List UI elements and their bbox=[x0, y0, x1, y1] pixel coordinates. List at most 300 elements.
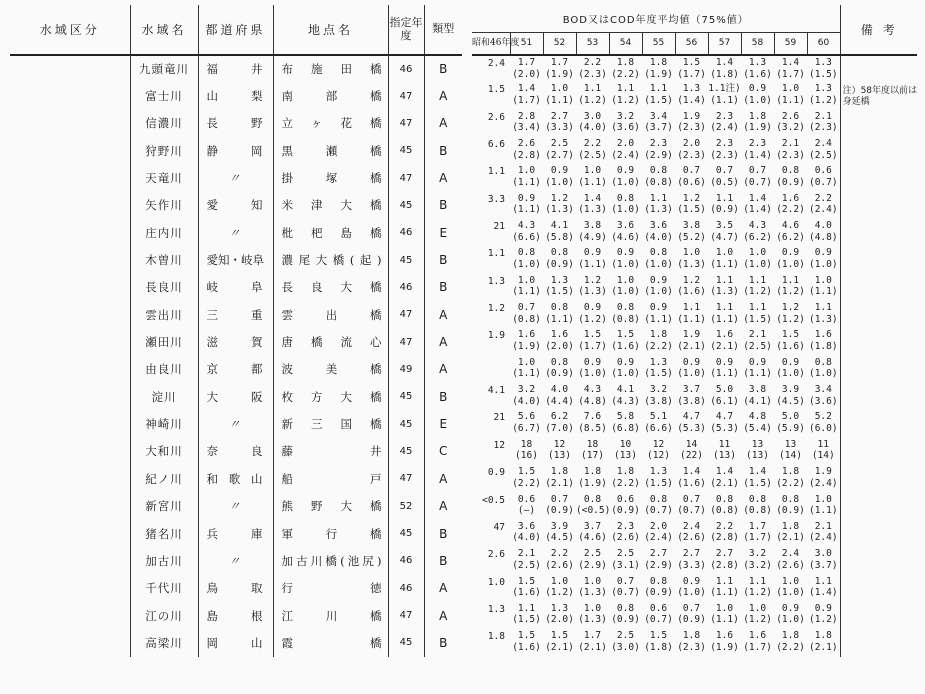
annual-mean: 2.2 bbox=[583, 57, 602, 68]
value-cell bbox=[807, 301, 840, 328]
value-cell bbox=[741, 82, 774, 109]
header-year-60: 60 bbox=[807, 32, 840, 55]
annual-mean: 4.3 bbox=[517, 220, 536, 232]
value-cell bbox=[675, 82, 708, 109]
percentile-75: (1.5) bbox=[644, 477, 673, 489]
annual-mean: 1.8 bbox=[814, 630, 832, 642]
designation-year: 47 bbox=[388, 602, 424, 629]
table-row bbox=[10, 137, 462, 164]
annual-mean: 7.6 bbox=[583, 411, 602, 423]
value-cell bbox=[609, 246, 642, 273]
annual-mean: 3.6 bbox=[517, 520, 536, 532]
value-cell bbox=[741, 192, 774, 219]
value-cell bbox=[642, 520, 675, 547]
water-area-table bbox=[10, 5, 462, 657]
annual-mean: 0.8 bbox=[748, 493, 767, 505]
value-cell bbox=[576, 219, 609, 246]
percentile-75: (0.7) bbox=[644, 614, 673, 626]
value-cell bbox=[807, 356, 840, 383]
river-name: 淀川 bbox=[130, 383, 198, 410]
percentile-75: (6.8) bbox=[611, 422, 640, 434]
value-cell bbox=[675, 575, 708, 602]
value-cell bbox=[642, 82, 675, 109]
prefecture: 〃 bbox=[198, 219, 273, 246]
annual-mean: 1.4 bbox=[682, 466, 701, 478]
percentile-75: (2.6) bbox=[611, 532, 640, 544]
annual-mean: 1.0 bbox=[682, 247, 701, 259]
table-row bbox=[10, 164, 462, 191]
annual-mean: 1.0 bbox=[781, 83, 800, 95]
percentile-75: (2.6) bbox=[776, 559, 805, 571]
value-cell bbox=[510, 575, 543, 602]
area-cell bbox=[10, 274, 130, 301]
annual-mean: 5.2 bbox=[814, 411, 832, 423]
percentile-75: (5.3) bbox=[677, 422, 706, 434]
header-year-55: 55 bbox=[642, 32, 675, 55]
annual-mean: 1.1 bbox=[781, 274, 800, 286]
percentile-75: (3.3) bbox=[677, 559, 706, 571]
header-year-52: 52 bbox=[543, 32, 576, 55]
prefecture: 〃 bbox=[198, 164, 273, 191]
percentile-75: (13) bbox=[746, 450, 769, 462]
percentile-75: (1.1) bbox=[644, 313, 673, 325]
value-cell bbox=[510, 438, 543, 465]
percentile-75: (1.3) bbox=[578, 286, 607, 298]
table-row bbox=[10, 520, 462, 547]
value-cell bbox=[642, 383, 675, 410]
annual-mean: 4.6 bbox=[781, 220, 800, 232]
value-cell bbox=[576, 274, 609, 301]
table-row bbox=[10, 55, 462, 82]
point-name: 枚方大橋 bbox=[273, 383, 388, 410]
percentile-75: (0.8) bbox=[611, 313, 640, 325]
annual-mean: 0.9 bbox=[781, 602, 800, 614]
annual-mean: 1.9 bbox=[682, 110, 701, 122]
value-s46: 1.8 bbox=[487, 631, 505, 643]
annual-mean: 3.4 bbox=[814, 384, 832, 396]
point-name: 長良大橋 bbox=[273, 274, 388, 301]
annual-mean: 1.0 bbox=[781, 575, 800, 587]
percentile-75: (2.4) bbox=[808, 477, 838, 489]
value-cell bbox=[642, 629, 675, 656]
annual-mean: 1.5 bbox=[682, 57, 701, 68]
percentile-75: (2.8) bbox=[710, 532, 739, 544]
value-cell bbox=[774, 465, 807, 492]
percentile-75: (1.2) bbox=[808, 614, 838, 626]
value-cell bbox=[774, 274, 807, 301]
value-cell bbox=[807, 82, 840, 109]
annual-mean: 14 bbox=[685, 438, 698, 450]
annual-mean: 0.7 bbox=[682, 602, 701, 614]
annual-mean: 0.8 bbox=[649, 493, 668, 505]
value-cell bbox=[543, 356, 576, 383]
value-cell bbox=[741, 356, 774, 383]
designation-year: 47 bbox=[388, 328, 424, 355]
area-cell bbox=[10, 192, 130, 219]
value-cell bbox=[609, 383, 642, 410]
percentile-75: (1.9) bbox=[545, 68, 574, 80]
percentile-75: (2.2) bbox=[512, 477, 541, 489]
value-cell bbox=[741, 301, 774, 328]
area-cell bbox=[10, 383, 130, 410]
percentile-75: (14) bbox=[811, 450, 835, 462]
annual-mean: 1.1 bbox=[616, 83, 635, 95]
percentile-75: (0.8) bbox=[743, 505, 772, 516]
area-cell bbox=[10, 602, 130, 629]
percentile-75: (0.9) bbox=[644, 587, 673, 599]
percentile-75: (1.2) bbox=[743, 286, 772, 298]
percentile-75: (0.7) bbox=[808, 176, 838, 188]
value-cell bbox=[609, 192, 642, 219]
value-cell bbox=[576, 301, 609, 328]
annual-mean: 2.1 bbox=[748, 329, 767, 341]
table-row bbox=[10, 602, 462, 629]
annual-mean: 1.0 bbox=[616, 274, 635, 286]
value-cell bbox=[708, 219, 741, 246]
table-row bbox=[10, 274, 462, 301]
designation-year: 52 bbox=[388, 493, 424, 520]
annual-mean: 0.8 bbox=[616, 602, 635, 614]
percentile-75: (1.0) bbox=[611, 204, 640, 216]
percentile-75: (12) bbox=[647, 450, 670, 462]
annual-mean: 2.1 bbox=[814, 520, 832, 532]
percentile-75: (3.0) bbox=[611, 641, 640, 653]
value-cell bbox=[675, 274, 708, 301]
annual-mean: 4.7 bbox=[682, 411, 701, 423]
percentile-75: (2.5) bbox=[578, 149, 607, 161]
value-s46: 1.1 bbox=[487, 248, 505, 260]
percentile-75: (1.1) bbox=[710, 587, 739, 599]
value-cell bbox=[576, 110, 609, 137]
percentile-75: (1.1) bbox=[512, 286, 541, 298]
percentile-75: (1.0) bbox=[677, 587, 706, 599]
value-cell bbox=[576, 356, 609, 383]
percentile-75: (1.6) bbox=[512, 587, 541, 599]
percentile-75: (2.8) bbox=[710, 559, 739, 571]
annual-mean: 5.8 bbox=[616, 411, 635, 423]
value-cell bbox=[774, 219, 807, 246]
river-name: 天竜川 bbox=[130, 164, 198, 191]
river-name: 高梁川 bbox=[130, 629, 198, 656]
percentile-75: (0.7) bbox=[677, 505, 706, 516]
value-cell bbox=[708, 82, 741, 109]
value-cell bbox=[741, 410, 774, 437]
percentile-75: (1.7) bbox=[512, 94, 541, 106]
table-row bbox=[10, 383, 462, 410]
value-cell bbox=[609, 465, 642, 492]
percentile-75: (4.0) bbox=[512, 532, 541, 544]
prefecture: 〃 bbox=[198, 410, 273, 437]
percentile-75: (2.0) bbox=[545, 614, 574, 626]
annual-mean: 0.9 bbox=[616, 356, 635, 368]
percentile-75: (1.3) bbox=[545, 204, 574, 216]
value-cell bbox=[543, 301, 576, 328]
value-cell bbox=[675, 192, 708, 219]
designation-year: 45 bbox=[388, 520, 424, 547]
percentile-75: (2.2) bbox=[644, 340, 673, 352]
designation-year: 46 bbox=[388, 274, 424, 301]
annual-mean: 0.7 bbox=[748, 165, 767, 177]
area-cell bbox=[10, 110, 130, 137]
area-cell bbox=[10, 301, 130, 328]
percentile-75: (0.9) bbox=[545, 505, 574, 516]
percentile-75: (2.4) bbox=[611, 149, 640, 161]
value-cell bbox=[510, 493, 543, 520]
value-cell bbox=[708, 356, 741, 383]
annual-mean: 1.8 bbox=[748, 110, 767, 122]
value-cell bbox=[510, 110, 543, 137]
percentile-75: (7.0) bbox=[545, 422, 574, 434]
percentile-75: (2.1) bbox=[677, 340, 706, 352]
value-cell bbox=[675, 328, 708, 355]
annual-mean: 0.8 bbox=[550, 356, 569, 368]
annual-mean: 2.0 bbox=[682, 138, 701, 150]
annual-mean: 1.6 bbox=[517, 329, 536, 341]
percentile-75: (2.1) bbox=[710, 340, 739, 352]
percentile-75: (2.1) bbox=[545, 641, 574, 653]
value-cell bbox=[609, 520, 642, 547]
point-name: 雲出橋 bbox=[273, 301, 388, 328]
value-cell bbox=[741, 465, 774, 492]
annual-mean: 2.5 bbox=[550, 138, 569, 150]
annual-mean: 3.4 bbox=[649, 110, 668, 122]
point-name: 南部橋 bbox=[273, 82, 388, 109]
value-cell bbox=[576, 575, 609, 602]
annual-mean: 1.1 bbox=[748, 302, 767, 314]
value-cell bbox=[543, 602, 576, 629]
prefecture: 鳥取 bbox=[198, 575, 273, 602]
value-cell bbox=[642, 438, 675, 465]
left-header-row bbox=[10, 5, 462, 55]
area-cell bbox=[10, 219, 130, 246]
annual-mean: 1.5 bbox=[517, 575, 536, 587]
annual-mean: 2.4 bbox=[781, 548, 800, 560]
value-cell bbox=[741, 246, 774, 273]
value-cell bbox=[675, 356, 708, 383]
percentile-75: (6.2) bbox=[743, 231, 772, 243]
value-cell bbox=[510, 137, 543, 164]
prefecture: 〃 bbox=[198, 493, 273, 520]
annual-mean: 1.9 bbox=[682, 329, 701, 341]
point-name: 米津大橋 bbox=[273, 192, 388, 219]
annual-mean: 3.2 bbox=[616, 110, 635, 122]
annual-mean: 2.4 bbox=[814, 138, 832, 150]
percentile-75: (1.4) bbox=[677, 94, 706, 106]
value-cell bbox=[774, 164, 807, 191]
water-type: B bbox=[424, 629, 462, 656]
annual-mean: 12 bbox=[652, 438, 665, 450]
percentile-75: (<0.5) bbox=[576, 505, 611, 516]
point-name: 布施田橋 bbox=[273, 55, 388, 82]
percentile-75: (1.2) bbox=[578, 94, 607, 106]
percentile-75: (1.3) bbox=[578, 614, 607, 626]
annual-mean: 1.3 bbox=[649, 356, 668, 368]
percentile-75: (1.2) bbox=[545, 587, 574, 599]
value-cell bbox=[807, 219, 840, 246]
annual-mean: 2.6 bbox=[781, 110, 800, 122]
annual-mean: 3.9 bbox=[550, 520, 569, 532]
annual-mean: 2.5 bbox=[616, 630, 635, 642]
area-cell bbox=[10, 55, 130, 82]
annual-mean: 6.2 bbox=[550, 411, 569, 423]
annual-mean: 12 bbox=[553, 438, 566, 450]
annual-mean: 0.9 bbox=[517, 192, 536, 204]
river-name: 瀬田川 bbox=[130, 328, 198, 355]
header-year-s46: 昭和46年度 bbox=[472, 32, 510, 55]
area-cell bbox=[10, 410, 130, 437]
percentile-75: (1.8) bbox=[644, 641, 673, 653]
annual-mean: 0.9 bbox=[550, 165, 569, 177]
annual-mean: 0.7 bbox=[682, 165, 701, 177]
value-cell bbox=[741, 274, 774, 301]
bod-cod-table bbox=[472, 5, 917, 657]
annual-mean: 1.1注) bbox=[708, 83, 741, 95]
annual-mean: 1.0 bbox=[583, 602, 602, 614]
prefecture: 岡山 bbox=[198, 629, 273, 656]
area-cell bbox=[10, 356, 130, 383]
value-cell bbox=[510, 383, 543, 410]
point-name: 枇杷島橋 bbox=[273, 219, 388, 246]
percentile-75: (4.0) bbox=[512, 395, 541, 407]
value-cell bbox=[741, 164, 774, 191]
percentile-75: (6.6) bbox=[512, 231, 541, 243]
percentile-75: (1.1) bbox=[545, 313, 574, 325]
designation-year: 45 bbox=[388, 629, 424, 656]
value-cell bbox=[576, 602, 609, 629]
value-cell bbox=[675, 602, 708, 629]
annual-mean: 1.1 bbox=[583, 83, 602, 95]
percentile-75: (2.1) bbox=[776, 532, 805, 544]
value-cell bbox=[807, 383, 840, 410]
value-cell bbox=[675, 219, 708, 246]
annual-mean: 3.0 bbox=[814, 548, 832, 560]
value-s46: 47 bbox=[493, 521, 505, 533]
percentile-75: (2.7) bbox=[545, 149, 574, 161]
area-cell bbox=[10, 520, 130, 547]
percentile-75: (1.0) bbox=[808, 258, 838, 270]
point-name: 新三国橋 bbox=[273, 410, 388, 437]
water-type: B bbox=[424, 547, 462, 574]
water-type: C bbox=[424, 438, 462, 465]
percentile-75: (4.6) bbox=[611, 231, 640, 243]
percentile-75: (1.7) bbox=[743, 641, 772, 653]
water-type: A bbox=[424, 356, 462, 383]
value-cell bbox=[543, 410, 576, 437]
water-type: B bbox=[424, 137, 462, 164]
river-name: 木曽川 bbox=[130, 246, 198, 273]
designation-year: 45 bbox=[388, 246, 424, 273]
annual-mean: 11 bbox=[718, 438, 731, 450]
annual-mean: 1.0 bbox=[715, 247, 734, 259]
annual-mean: 3.7 bbox=[682, 384, 701, 396]
annual-mean: 0.9 bbox=[781, 247, 800, 259]
value-cell bbox=[609, 547, 642, 574]
water-type: A bbox=[424, 110, 462, 137]
annual-mean: 1.0 bbox=[583, 165, 602, 177]
percentile-75: (1.1) bbox=[710, 313, 739, 325]
annual-mean: 1.3 bbox=[649, 466, 668, 478]
percentile-75: (3.6) bbox=[611, 122, 640, 134]
percentile-75: (1.1) bbox=[776, 94, 805, 106]
percentile-75: (0.9) bbox=[776, 176, 805, 188]
value-cell bbox=[543, 274, 576, 301]
annual-mean: 0.9 bbox=[583, 356, 602, 368]
value-cell bbox=[642, 328, 675, 355]
annual-mean: 3.6 bbox=[649, 220, 668, 232]
value-cell bbox=[609, 110, 642, 137]
annual-mean: 1.6 bbox=[715, 329, 734, 341]
value-cell bbox=[774, 301, 807, 328]
prefecture: 兵庫 bbox=[198, 520, 273, 547]
percentile-75: (2.9) bbox=[578, 559, 607, 571]
percentile-75: (0.8) bbox=[710, 505, 739, 516]
header-prefecture: 都道府県 bbox=[198, 5, 273, 55]
value-cell bbox=[510, 328, 543, 355]
percentile-75: (6.2) bbox=[776, 231, 805, 243]
value-cell bbox=[708, 465, 741, 492]
annual-mean: 1.5 bbox=[517, 630, 536, 642]
percentile-75: (1.1) bbox=[808, 505, 838, 516]
value-cell bbox=[708, 137, 741, 164]
value-cell bbox=[576, 465, 609, 492]
table-row bbox=[10, 110, 462, 137]
table-row bbox=[10, 246, 462, 273]
percentile-75: (4.8) bbox=[808, 231, 838, 243]
river-name: 長良川 bbox=[130, 274, 198, 301]
value-cell bbox=[543, 55, 576, 82]
prefecture: 静岡 bbox=[198, 137, 273, 164]
value-cell bbox=[774, 629, 807, 656]
percentile-75: (1.1) bbox=[808, 286, 838, 298]
percentile-75: (2.4) bbox=[710, 122, 739, 134]
value-cell bbox=[708, 55, 741, 82]
value-cell bbox=[741, 602, 774, 629]
value-cell bbox=[576, 410, 609, 437]
percentile-75: (1.0) bbox=[776, 258, 805, 270]
designation-year: 45 bbox=[388, 410, 424, 437]
value-cell bbox=[675, 465, 708, 492]
annual-mean: 1.3 bbox=[550, 274, 569, 286]
river-name: 由良川 bbox=[130, 356, 198, 383]
point-name: 霞橋 bbox=[273, 629, 388, 656]
header-designation-year: 指定年度 bbox=[388, 5, 424, 55]
annual-mean: 0.8 bbox=[550, 247, 569, 259]
header-area-category: 水域区分 bbox=[10, 5, 130, 55]
value-cell bbox=[807, 328, 840, 355]
annual-mean: 1.8 bbox=[550, 466, 569, 478]
value-cell bbox=[576, 82, 609, 109]
value-cell bbox=[675, 164, 708, 191]
percentile-75: (3.7) bbox=[644, 122, 673, 134]
percentile-75: (0.7) bbox=[644, 505, 673, 516]
value-cell bbox=[774, 410, 807, 437]
value-cell bbox=[708, 602, 741, 629]
value-cell bbox=[510, 274, 543, 301]
percentile-75: (4.3) bbox=[611, 395, 640, 407]
point-name: 軍行橋 bbox=[273, 520, 388, 547]
point-name: 江川橋 bbox=[273, 602, 388, 629]
value-s46: 4.1 bbox=[487, 385, 505, 397]
prefecture: 京都 bbox=[198, 356, 273, 383]
percentile-75: (1.9) bbox=[512, 340, 541, 352]
annual-mean: 2.0 bbox=[649, 520, 668, 532]
annual-mean: 1.1 bbox=[814, 302, 832, 314]
value-cell bbox=[741, 575, 774, 602]
value-cell bbox=[576, 438, 609, 465]
value-cell bbox=[576, 547, 609, 574]
river-name: 江の川 bbox=[130, 602, 198, 629]
percentile-75: (1.2) bbox=[578, 313, 607, 325]
